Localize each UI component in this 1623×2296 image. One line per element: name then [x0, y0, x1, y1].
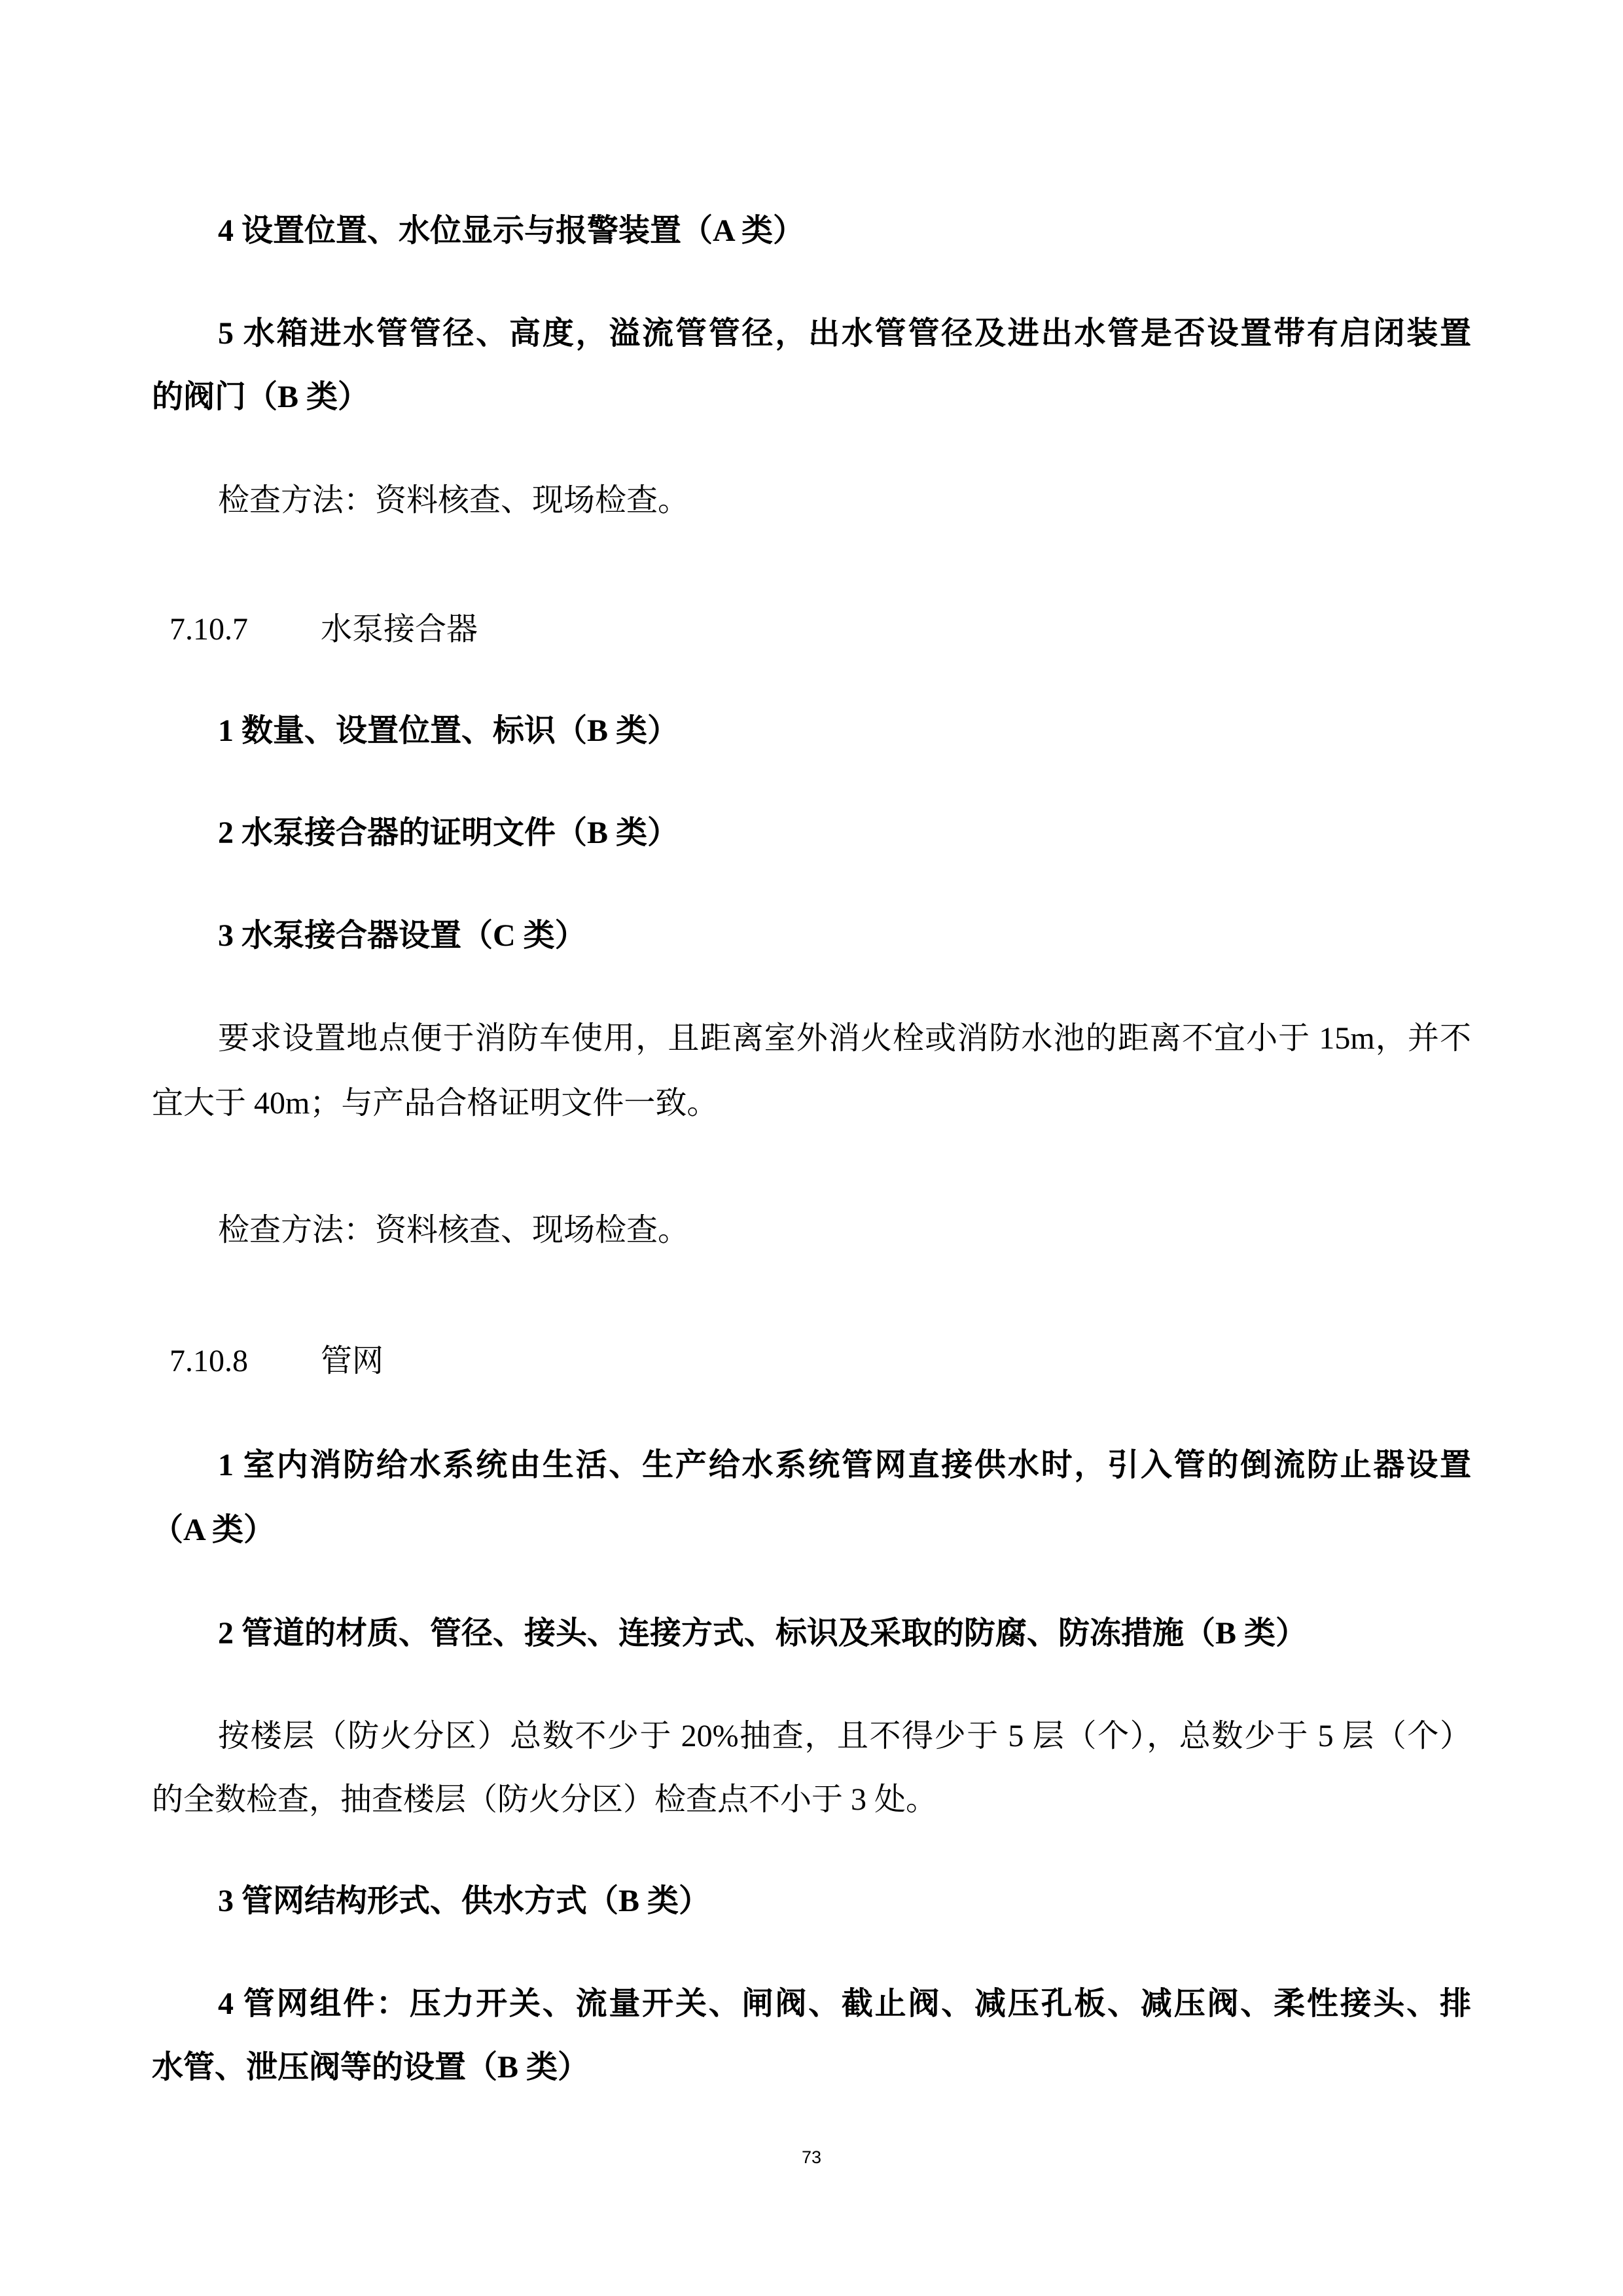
section-heading-number: 7.10.8	[169, 1344, 248, 1378]
list-item-text: 1 数量、设置位置、标识（B 类）	[218, 713, 679, 748]
list-item-text: 5 水箱进水管管径、高度，溢流管管径，出水管管径及进出水管是否设置带有启闭装置	[218, 316, 1471, 351]
list-item-text: （A 类）	[152, 1513, 276, 1547]
paragraph-line: 按楼层（防火分区）总数不少于 20%抽查，且不得少于 5 层（个），总数少于 5 层（个）	[218, 1719, 1471, 1753]
list-item-text: 水管、泄压阀等的设置（B 类）	[152, 2050, 590, 2085]
page-number: 73	[801, 2147, 822, 2167]
list-item-text: 4 管网组件：压力开关、流量开关、闸阀、截止阀、减压孔板、减压阀、柔性接头、排	[218, 1986, 1471, 2021]
list-item-text: 3 水泵接合器设置（C 类）	[218, 918, 586, 953]
section-heading-number: 7.10.7	[169, 612, 248, 647]
list-item-text: 2 水泵接合器的证明文件（B 类）	[218, 816, 679, 850]
list-item-text: 2 管道的材质、管径、接头、连接方式、标识及采取的防腐、防冻措施（B 类）	[218, 1616, 1308, 1651]
section-heading-title: 水泵接合器	[321, 612, 478, 647]
list-item-text: 4 设置位置、水位显示与报警装置（A 类）	[218, 213, 805, 248]
paragraph-line: 宜大于 40m；与产品合格证明文件一致。	[152, 1086, 719, 1121]
paragraph-line: 的全数检查，抽查楼层（防火分区）检查点不小于 3 处。	[152, 1782, 938, 1817]
inspection-method-text: 检查方法：资料核查、现场检查。	[218, 483, 690, 518]
list-item-text: 的阀门（B 类）	[152, 380, 370, 414]
section-heading-title: 管网	[321, 1344, 384, 1378]
paragraph-line: 要求设置地点便于消防车使用，且距离室外消火栓或消防水池的距离不宜小于 15m，并不	[218, 1021, 1471, 1056]
list-item-text: 1 室内消防给水系统由生活、生产给水系统管网直接供水时，引入管的倒流防止器设置	[218, 1448, 1471, 1482]
list-item-text: 3 管网结构形式、供水方式（B 类）	[218, 1884, 711, 1918]
inspection-method-text: 检查方法：资料核查、现场检查。	[218, 1213, 690, 1247]
